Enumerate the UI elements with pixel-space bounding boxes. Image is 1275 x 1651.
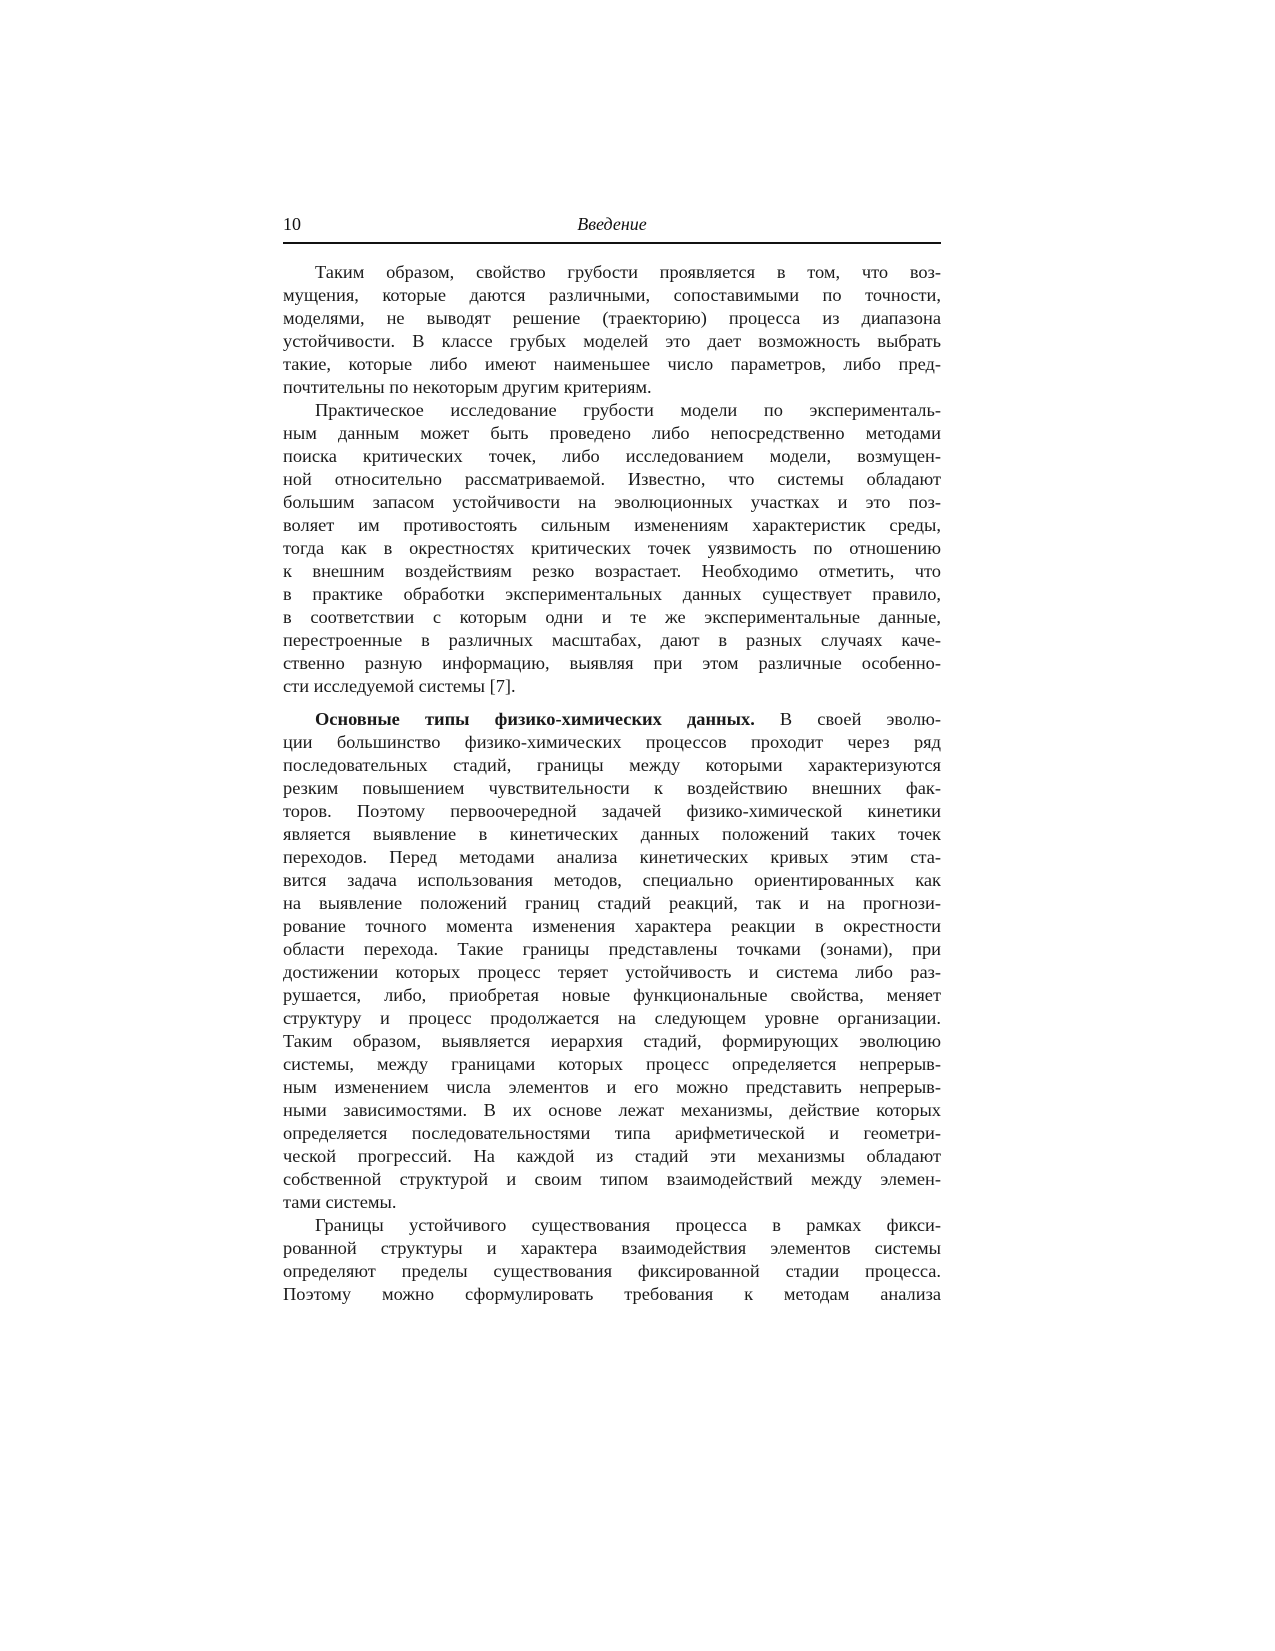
- text-line: вится задача использования методов, специально ориентированных как: [283, 870, 941, 890]
- text-line: моделями, не выводят решение (траекторию) процесса из диапазона: [283, 308, 941, 328]
- paragraph-practical-study: [283, 399, 941, 698]
- text-line: ции большинство физико-химических процессов проходит через ряд: [283, 732, 941, 752]
- text-line: переходов. Перед методами анализа кинетических кривых этим ста-: [283, 847, 941, 867]
- text-line: в практике обработки экспериментальных данных существует правило,: [283, 584, 941, 604]
- text-line: перестроенные в различных масштабах, дают в разных случаях каче-: [283, 630, 941, 650]
- text-line: ным изменением числа элементов и его можно представить непрерыв-: [283, 1077, 941, 1097]
- text-line: мущения, которые даются различными, сопоставимыми по точности,: [283, 285, 941, 305]
- text-line: почтительны по некоторым другим критериям.: [283, 377, 652, 397]
- text-line: резким повышением чувствительности к воздействию внешних фак-: [283, 778, 941, 798]
- run-in-heading: Основные типы физико-химических данных.: [315, 709, 755, 729]
- text-line: рование точного момента изменения характера реакции в окрестности: [283, 916, 941, 936]
- text-line: на выявление положений границ стадий реакций, так и на прогнози-: [283, 893, 941, 913]
- text-line: системы, между границами которых процесс определяется непрерыв-: [283, 1054, 941, 1074]
- text-line: в соответствии с которым одни и те же экспериментальные данные,: [283, 607, 941, 627]
- text-line: большим запасом устойчивости на эволюционных участках и это поз-: [283, 492, 941, 512]
- section-title: Введение: [577, 214, 647, 234]
- text-line: [283, 708, 941, 731]
- page-number: 10: [283, 214, 301, 234]
- text-line: Таким образом, выявляется иерархия стадий, формирующих эволюцию: [283, 1031, 941, 1051]
- text-line: поиска критических точек, либо исследованием модели, возмущен-: [283, 446, 941, 466]
- text-line: ческой прогрессий. На каждой из стадий эти механизмы обладают: [283, 1146, 941, 1166]
- text-run: В своей эволю-: [779, 709, 941, 729]
- text-line: ными зависимостями. В их основе лежат механизмы, действие которых: [283, 1100, 941, 1120]
- text-line: сти исследуемой системы [7].: [283, 676, 516, 696]
- running-header: [283, 208, 941, 244]
- text-line: тами системы.: [283, 1192, 397, 1212]
- text-line: определяют пределы существования фиксированной стадии процесса.: [283, 1261, 941, 1281]
- text-line: Практическое исследование грубости модели по эксперименталь-: [315, 400, 941, 420]
- text-line: собственной структурой и своим типом взаимодействий между элемен-: [283, 1169, 941, 1189]
- paragraph-data-types: [283, 708, 941, 1214]
- text-line: Таким образом, свойство грубости проявляется в том, что воз-: [315, 262, 941, 282]
- text-line: торов. Поэтому первоочередной задачей физико-химической кинетики: [283, 801, 941, 821]
- text-line: устойчивости. В классе грубых моделей это дает возможность выбрать: [283, 331, 941, 351]
- text-line: воляет им противостоять сильным изменениям характеристик среды,: [283, 515, 941, 535]
- text-line: ной относительно рассматриваемой. Известно, что системы обладают: [283, 469, 941, 489]
- text-line: ственно разную информацию, выявляя при этом различные особенно-: [283, 653, 941, 673]
- body-text: [283, 261, 941, 1306]
- paragraph-stability-boundaries: [283, 1214, 941, 1306]
- text-line: Границы устойчивого существования процесса в рамках фикси-: [315, 1215, 941, 1235]
- text-line: тогда как в окрестностях критических точек уязвимость по отношению: [283, 538, 941, 558]
- text-line: области перехода. Такие границы представлены точками (зонами), при: [283, 939, 941, 959]
- text-line: является выявление в кинетических данных положений таких точек: [283, 824, 941, 844]
- text-line: рушается, либо, приобретая новые функциональные свойства, меняет: [283, 985, 941, 1005]
- paragraph-gap: [283, 698, 941, 708]
- text-line: структуру и процесс продолжается на следующем уровне организации.: [283, 1008, 941, 1028]
- text-line: к внешним воздействиям резко возрастает. Необходимо отметить, что: [283, 561, 941, 581]
- paragraph-robustness: [283, 261, 941, 399]
- text-line: Поэтому можно сформулировать требования к методам анализа: [283, 1284, 941, 1304]
- text-line: рованной структуры и характера взаимодействия элементов системы: [283, 1238, 941, 1258]
- text-line: достижении которых процесс теряет устойчивость и система либо раз-: [283, 962, 941, 982]
- text-line: такие, которые либо имеют наименьшее число параметров, либо пред-: [283, 354, 941, 374]
- text-line: ным данным может быть проведено либо непосредственно методами: [283, 423, 941, 443]
- text-line: определяется последовательностями типа арифметической и геометри-: [283, 1123, 941, 1143]
- text-line: последовательных стадий, границы между которыми характеризуются: [283, 755, 941, 775]
